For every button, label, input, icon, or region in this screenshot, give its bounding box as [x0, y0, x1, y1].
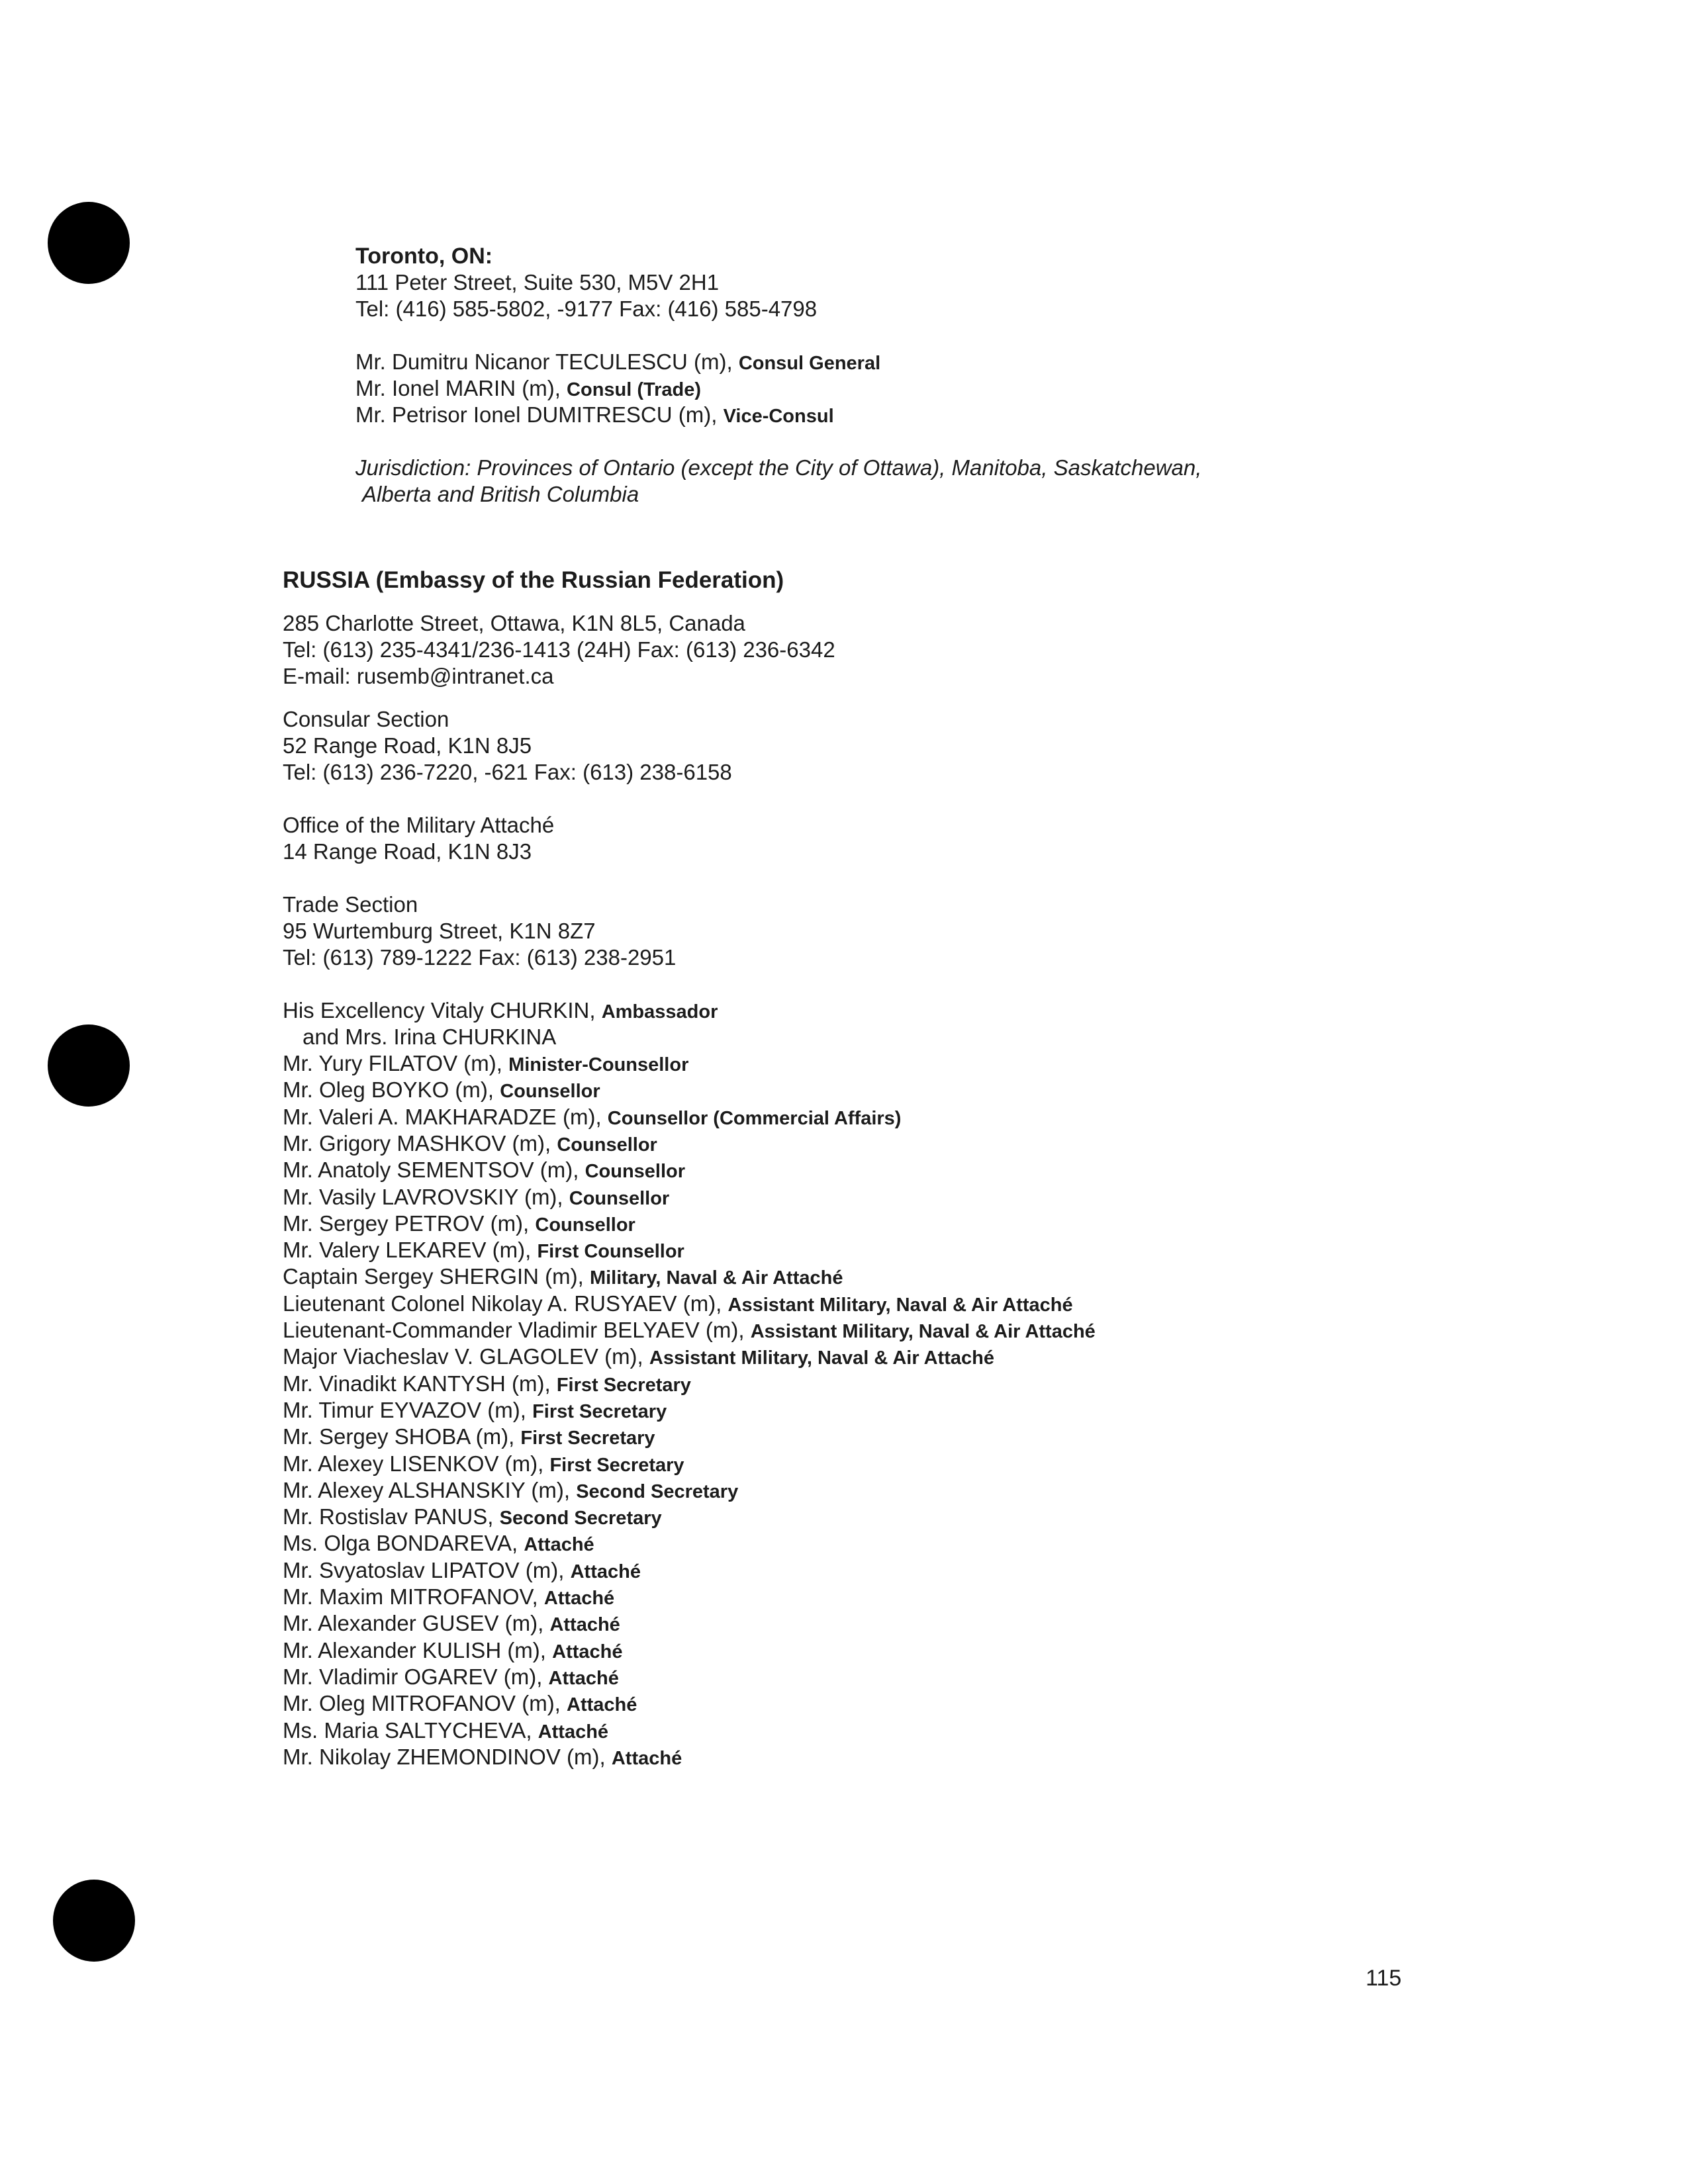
- ambassador-line: [283, 997, 718, 1025]
- staff-name: Mr. Petrisor Ionel DUMITRESCU (m),: [355, 402, 724, 427]
- staff-name: Ms. Maria SALTYCHEVA,: [283, 1718, 538, 1743]
- staff-role: Attaché: [524, 1534, 594, 1555]
- staff-role: Consul (Trade): [567, 379, 702, 400]
- russia-staff-line: [283, 1104, 901, 1132]
- staff-role: Attaché: [570, 1561, 641, 1582]
- russia-staff-line: [283, 1664, 619, 1692]
- toronto-address: 111 Peter Street, Suite 530, M5V 2H1: [355, 270, 720, 295]
- russia-staff-line: [283, 1610, 620, 1638]
- staff-name: Mr. Yury FILATOV (m),: [283, 1051, 509, 1075]
- trade-section-address: 95 Wurtemburg Street, K1N 8Z7: [283, 919, 596, 943]
- russia-staff-line: [283, 1077, 600, 1105]
- staff-name: Lieutenant Colonel Nikolay A. RUSYAEV (m),: [283, 1291, 728, 1316]
- staff-role: Second Secretary: [499, 1508, 662, 1529]
- russia-staff-line: [283, 1050, 688, 1078]
- staff-role: Attaché: [548, 1668, 619, 1689]
- staff-role: First Secretary: [520, 1428, 655, 1449]
- consular-section-address: 52 Range Road, K1N 8J5: [283, 733, 532, 758]
- staff-name: Mr. Vinadikt KANTYSH (m),: [283, 1371, 557, 1396]
- consular-section-phone: Tel: (613) 236-7220, -621 Fax: (613) 238-6158: [283, 760, 732, 784]
- russia-staff-line: [283, 1744, 682, 1772]
- military-office-title: Office of the Military Attaché: [283, 813, 555, 837]
- binder-hole-top: [48, 202, 130, 284]
- military-office-address: 14 Range Road, K1N 8J3: [283, 839, 532, 864]
- staff-name: Mr. Vasily LAVROVSKIY (m),: [283, 1185, 569, 1209]
- russia-staff-line: [283, 1557, 641, 1585]
- staff-name: Mr. Dumitru Nicanor TECULESCU (m),: [355, 349, 739, 374]
- staff-role: First Secretary: [556, 1375, 691, 1396]
- staff-name: Lieutenant-Commander Vladimir BELYAEV (m),: [283, 1318, 751, 1342]
- staff-name: Mr. Valeri A. MAKHARADZE (m),: [283, 1105, 608, 1129]
- staff-role: Counsellor: [557, 1134, 657, 1156]
- binder-hole-bottom: [53, 1880, 135, 1962]
- russia-staff-line: [283, 1717, 608, 1745]
- staff-name: Mr. Vladimir OGAREV (m),: [283, 1664, 549, 1689]
- page-number: 115: [1366, 1966, 1402, 1991]
- toronto-staff-line: [355, 349, 880, 377]
- staff-role: Minister-Counsellor: [508, 1054, 689, 1075]
- staff-name: Mr. Sergey SHOBA (m),: [283, 1424, 521, 1449]
- russia-staff-line: [283, 1637, 622, 1665]
- binder-hole-middle: [48, 1024, 130, 1107]
- staff-name: Mr. Oleg BOYKO (m),: [283, 1077, 500, 1102]
- russia-staff-line: [283, 1371, 691, 1398]
- russia-staff-line: [283, 1584, 614, 1612]
- staff-name: Mr. Oleg MITROFANOV (m),: [283, 1691, 567, 1715]
- russia-staff-line: [283, 1237, 684, 1265]
- russia-staff-line: [283, 1477, 738, 1505]
- toronto-jurisdiction-line-1: Jurisdiction: Provinces of Ontario (except the City of Ottawa), Manitoba, Saskatchewan,: [355, 455, 1202, 480]
- ambassador-role: Ambassador: [601, 1001, 718, 1023]
- russia-staff-line: [283, 1504, 662, 1531]
- staff-name: Mr. Sergey PETROV (m),: [283, 1211, 536, 1236]
- staff-name: Mr. Svyatoslav LIPATOV (m),: [283, 1558, 571, 1582]
- staff-name: Mr. Valery LEKAREV (m),: [283, 1238, 538, 1262]
- staff-role: Military, Naval & Air Attaché: [589, 1267, 843, 1289]
- consular-section-title: Consular Section: [283, 707, 449, 731]
- staff-name: Mr. Alexander GUSEV (m),: [283, 1611, 550, 1635]
- staff-name: Major Viacheslav V. GLAGOLEV (m),: [283, 1344, 649, 1369]
- staff-role: Counsellor: [569, 1188, 670, 1209]
- russia-staff-line: [283, 1530, 594, 1558]
- russia-staff-line: [283, 1184, 669, 1212]
- russia-staff-line: [283, 1424, 655, 1451]
- staff-name: Mr. Anatoly SEMENTSOV (m),: [283, 1158, 585, 1182]
- staff-role: Counsellor (Commercial Affairs): [607, 1108, 902, 1129]
- staff-role: Counsellor: [585, 1161, 686, 1182]
- staff-role: Attaché: [552, 1641, 623, 1662]
- staff-name: Mr. Maxim MITROFANOV,: [283, 1584, 544, 1609]
- staff-role: Attaché: [611, 1748, 682, 1769]
- russia-staff-line: [283, 1317, 1096, 1345]
- staff-role: First Counsellor: [537, 1241, 684, 1262]
- trade-section-phone: Tel: (613) 789-1222 Fax: (613) 238-2951: [283, 945, 677, 970]
- russia-staff-line: [283, 1291, 1073, 1318]
- russia-title: RUSSIA (Embassy of the Russian Federation): [283, 567, 784, 593]
- staff-name: Mr. Alexander KULISH (m),: [283, 1638, 553, 1662]
- embassy-address: 285 Charlotte Street, Ottawa, K1N 8L5, Canada: [283, 611, 745, 635]
- staff-name: Mr. Ionel MARIN (m),: [355, 376, 567, 400]
- embassy-email: E-mail: rusemb@intranet.ca: [283, 664, 554, 688]
- russia-staff-line: [283, 1157, 685, 1185]
- toronto-jurisdiction-line-2: Alberta and British Columbia: [362, 482, 639, 506]
- staff-name: Mr. Alexey ALSHANSKIY (m),: [283, 1478, 577, 1502]
- russia-staff-line: [283, 1263, 843, 1291]
- russia-staff-line: [283, 1690, 637, 1718]
- embassy-phone: Tel: (613) 235-4341/236-1413 (24H) Fax: (613) 236-6342: [283, 637, 835, 662]
- staff-name: Mr. Rostislav PANUS,: [283, 1504, 500, 1529]
- staff-role: Counsellor: [500, 1081, 600, 1102]
- staff-role: First Secretary: [532, 1401, 667, 1422]
- staff-role: Counsellor: [535, 1214, 635, 1236]
- toronto-staff-line: [355, 375, 701, 403]
- staff-name: Mr. Grigory MASHKOV (m),: [283, 1131, 557, 1156]
- toronto-heading: Toronto, ON:: [355, 244, 493, 269]
- staff-name: Ms. Olga BONDAREVA,: [283, 1531, 524, 1555]
- staff-role: Attaché: [549, 1614, 620, 1635]
- staff-name: Mr. Timur EYVAZOV (m),: [283, 1398, 533, 1422]
- russia-staff-line: [283, 1451, 684, 1479]
- ambassador-name: His Excellency Vitaly CHURKIN,: [283, 998, 602, 1023]
- staff-role: Assistant Military, Naval & Air Attaché: [750, 1321, 1096, 1342]
- staff-name: Mr. Nikolay ZHEMONDINOV (m),: [283, 1745, 612, 1769]
- staff-role: Attaché: [538, 1721, 609, 1743]
- staff-role: Vice-Consul: [723, 406, 834, 427]
- russia-staff-line: [283, 1210, 635, 1238]
- staff-role: First Secretary: [549, 1455, 684, 1476]
- toronto-staff-line: [355, 402, 834, 430]
- russia-staff-line: [283, 1397, 667, 1425]
- russia-staff-line: [283, 1130, 657, 1158]
- ambassador-spouse: and Mrs. Irina CHURKINA: [303, 1024, 557, 1049]
- trade-section-title: Trade Section: [283, 892, 418, 917]
- staff-role: Consul General: [738, 353, 881, 374]
- staff-role: Attaché: [567, 1694, 637, 1715]
- russia-staff-line: [283, 1343, 994, 1371]
- staff-role: Assistant Military, Naval & Air Attaché: [727, 1295, 1073, 1316]
- staff-role: Assistant Military, Naval & Air Attaché: [649, 1347, 994, 1369]
- toronto-phone: Tel: (416) 585-5802, -9177 Fax: (416) 585-4798: [355, 296, 818, 321]
- staff-role: Attaché: [543, 1588, 615, 1609]
- staff-role: Second Secretary: [576, 1481, 739, 1502]
- staff-name: Mr. Alexey LISENKOV (m),: [283, 1451, 550, 1476]
- staff-name: Captain Sergey SHERGIN (m),: [283, 1264, 590, 1289]
